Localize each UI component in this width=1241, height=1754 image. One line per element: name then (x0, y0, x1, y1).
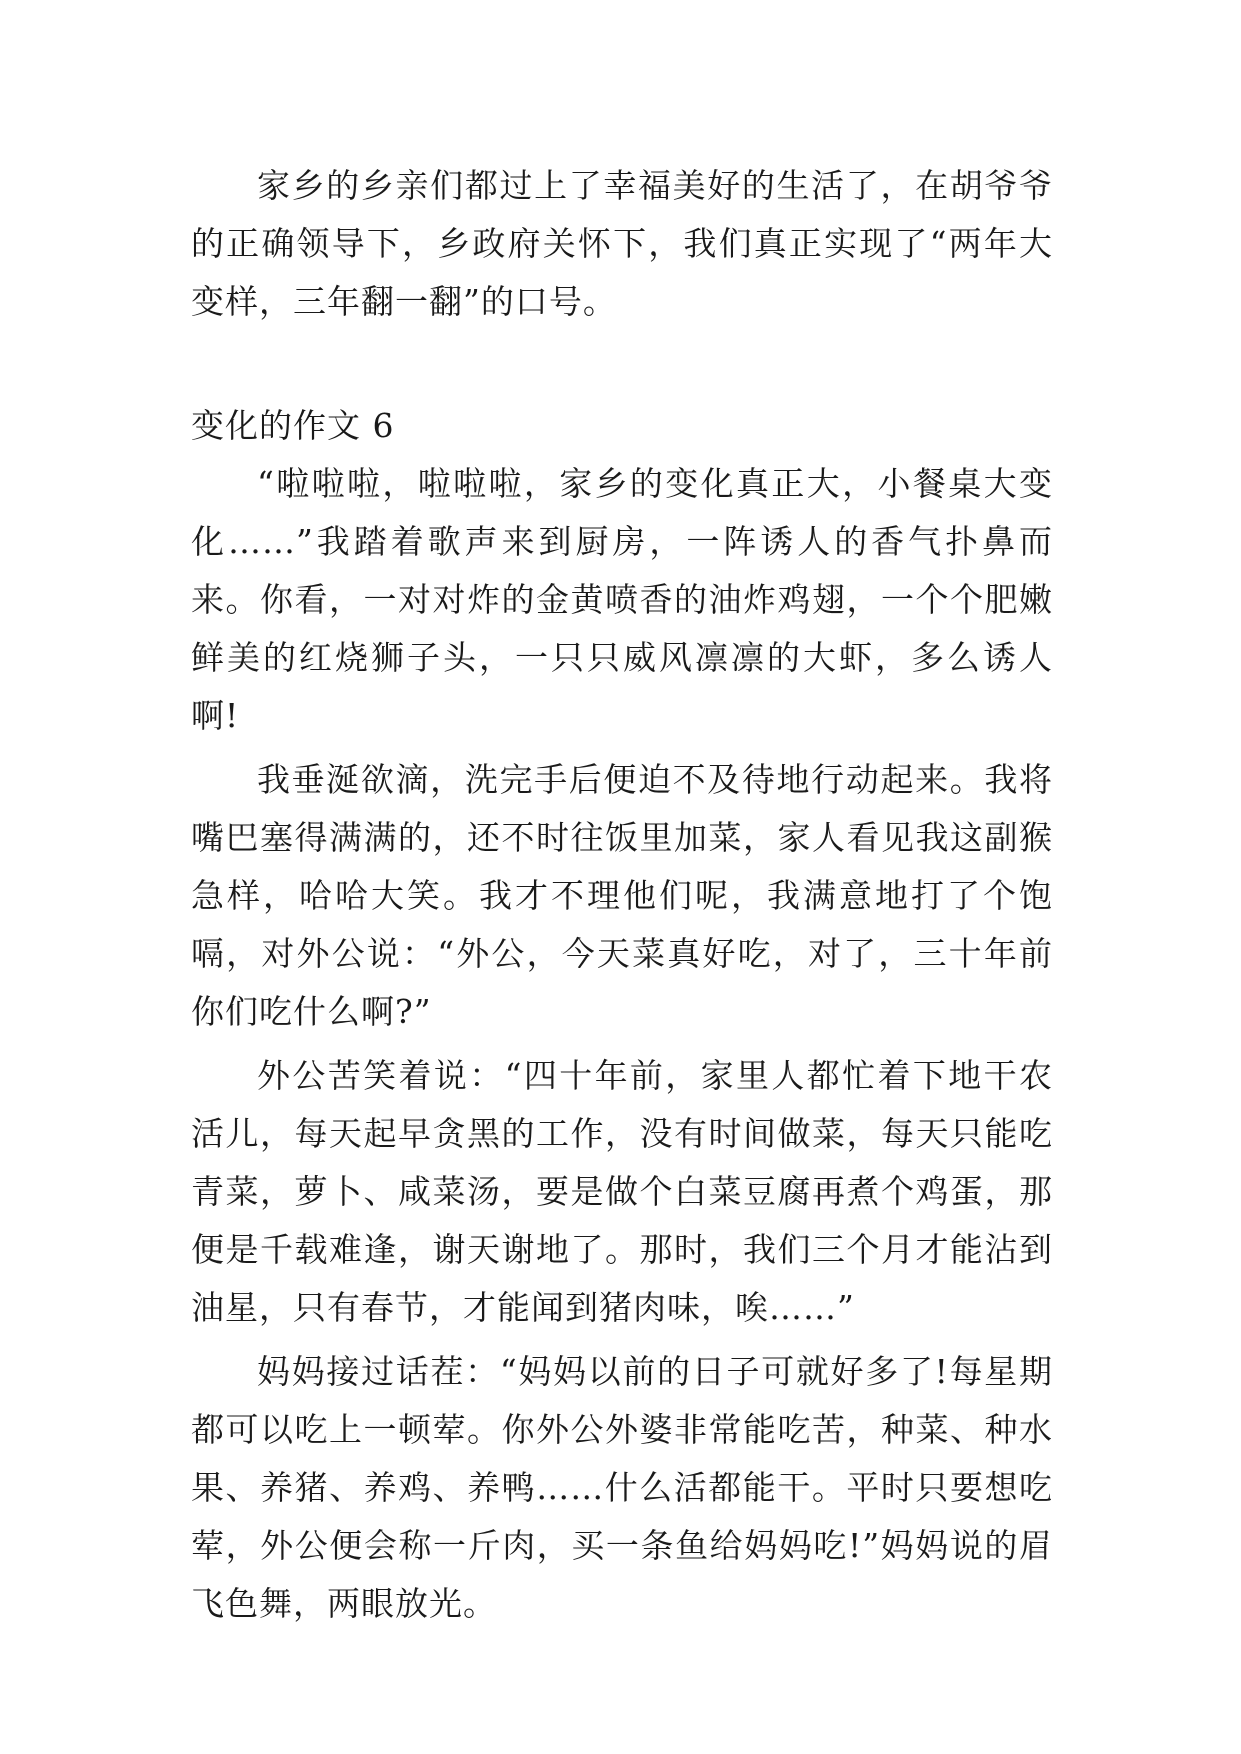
paragraph-2: 我垂涎欲滴，洗完手后便迫不及待地行动起来。我将嘴巴塞得满满的，还不时往饭里加菜，家人看见我这副猴急样，哈哈大笑。我才不理他们呢，我满意地打了个饱嗝，对外公说：“外公，今天菜真好吃，对了，三十年前你们吃什么啊?” (191, 760, 1053, 1031)
paragraph-intro: 家乡的乡亲们都过上了幸福美好的生活了，在胡爷爷的正确领导下，乡政府关怀下，我们真正实现了“两年大变样，三年翻一翻”的口号。 (191, 166, 1053, 321)
section-title: 变化的作文 6 (191, 406, 395, 445)
paragraph-1: “啦啦啦，啦啦啦，家乡的变化真正大，小餐桌大变化……”我踏着歌声来到厨房，一阵诱人的香气扑鼻而来。你看，一对对炸的金黄喷香的油炸鸡翅，一个个肥嫩鲜美的红烧狮子头，一只只威风凛凛的大虾，多么诱人啊! (191, 464, 1053, 735)
paragraph-3: 外公苦笑着说：“四十年前，家里人都忙着下地干农活儿，每天起早贪黑的工作，没有时间做菜，每天只能吃青菜，萝卜、咸菜汤，要是做个白菜豆腐再煮个鸡蛋，那便是千载难逢，谢天谢地了。那时，我们三个月才能沾到油星，只有春节，才能闻到猪肉味，唉……” (191, 1056, 1053, 1327)
document-body (191, 157, 1053, 1633)
paragraph-4: 妈妈接过话茬：“妈妈以前的日子可就好多了!每星期都可以吃上一顿荤。你外公外婆非常能吃苦，种菜、种水果、养猪、养鸡、养鸭……什么活都能干。平时只要想吃荤，外公便会称一斤肉，买一条鱼给妈妈吃!”妈妈说的眉飞色舞，两眼放光。 (191, 1352, 1053, 1623)
